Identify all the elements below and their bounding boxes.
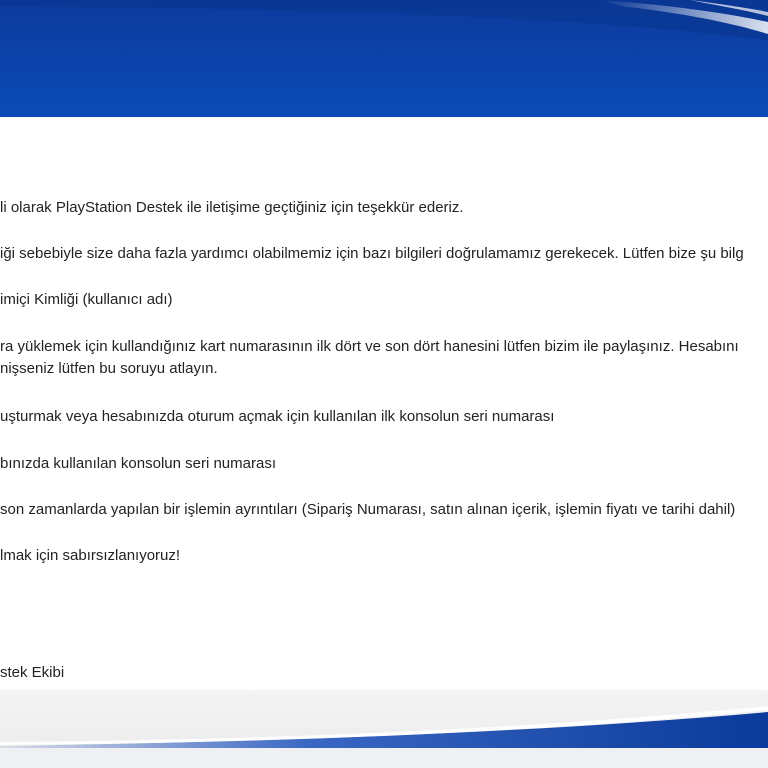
email-line-signature: stek Ekibi [0,664,65,681]
footer-bottom-strip [0,748,768,768]
email-line-skip: nişseniz lütfen bu soruyu atlayın. [0,360,218,377]
email-line-online-id: imiçi Kimliği (kullanıcı adı) [0,291,173,308]
email-line-card-digits: ra yüklemek için kullandığınız kart numarasının ilk dört ve son dört hanesini lütfen bizim ile paylaşınız. Hesabını [0,338,739,355]
email-line-first-console: uşturmak veya hesabınızda oturum açmak için kullanılan ilk konsolun seri numarası [0,408,555,425]
email-line-thanks: li olarak PlayStation Destek ile iletişime geçtiğiniz için teşekkür ederiz. [0,199,464,216]
email-line-closing: lmak için sabırsızlanıyoruz! [0,547,181,564]
email-line-transaction: son zamanlarda yapılan bir işlemin ayrıntıları (Sipariş Numarası, satın alınan içerik, işlemin fiyatı ve tarihi dahil) [0,501,736,518]
email-line-current-console: bınızda kullanılan konsolun seri numarası [0,455,276,472]
email-line-verify: iği sebebiyle size daha fazla yardımcı olabilmemiz için bazı bilgileri doğrulamamız gerekecek. Lütfen bize şu bilg [0,245,744,262]
